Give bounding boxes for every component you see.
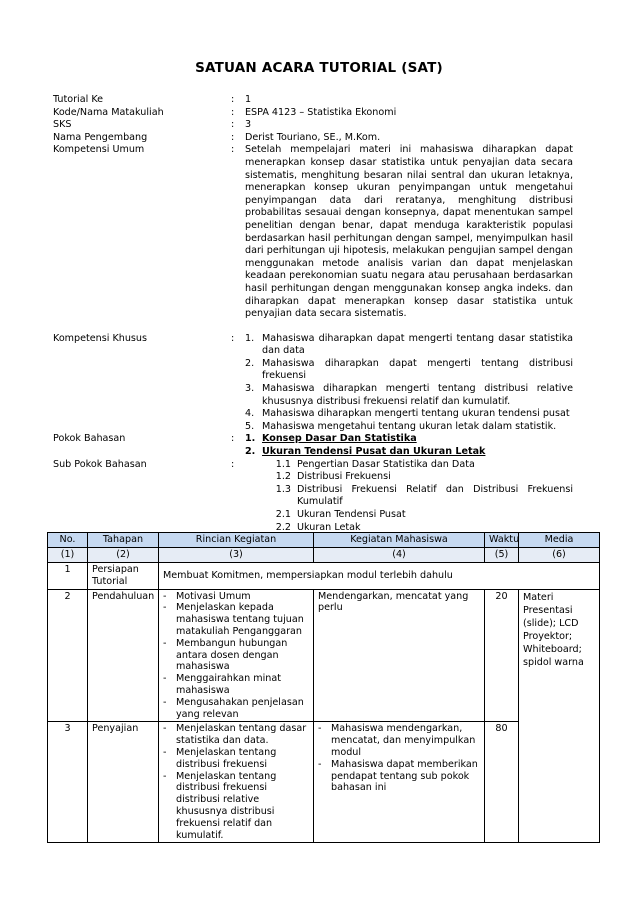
info-row-kompetensi-khusus: [53, 333, 573, 434]
colon: :: [231, 119, 235, 131]
info-row-pokok-bahasan: [53, 433, 573, 458]
header-tahapan: Tahapan: [88, 533, 159, 548]
label-kompetensi-umum: Kompetensi Umum: [53, 144, 145, 156]
colon: :: [231, 131, 235, 143]
list-item: 1. Mahasiswa diharapkan dapat mengerti tentang dasar statistika dan data: [245, 332, 573, 357]
column-number: (5): [485, 548, 519, 563]
header-no: No.: [48, 533, 88, 548]
column-number: (3): [159, 548, 314, 563]
cell-waktu: 80: [485, 722, 519, 843]
table-row: [48, 722, 600, 843]
colon: :: [231, 144, 235, 156]
list-item: 2.2 Ukuran Letak: [275, 521, 361, 533]
kompetensi-khusus-list: [245, 333, 573, 434]
colon: :: [231, 458, 235, 470]
column-number: (2): [88, 548, 159, 563]
cell-rincian: - Motivasi Umum - Menjelaskan kepada mahasiswa tentang tujuan matakuliah Penganggaran - Membangun hubungan antara dosen dengan mahasiswa - Menggairahkan minat mahasiswa - Mengusahakan penjelasan yang relevan: [159, 589, 314, 722]
header-kegiatan: Kegiatan Mahasiswa: [314, 533, 485, 548]
cell-kegiatan: Mendengarkan, mencatat yang perlu: [314, 589, 485, 722]
label-kode: Kode/Nama Matakuliah: [53, 106, 164, 118]
label-tutorial-ke: Tutorial Ke: [53, 94, 104, 105]
colon: :: [231, 94, 235, 105]
value-kompetensi-umum: Setelah mempelajari materi ini mahasiswa diharapkan dapat menerapkan konsep dasar statistika untuk penyajian data secara sistematis, menghitung besaran nilai sentral dan ukuran letaknya, menerapkan konsep ukuran penyimpangan untuk mengetahui penyimpangan data dari reratanya, menghitung distribusi probabilitas sesauai dengan konsepnya, dapat menentukan sampel penelitian dengan benar, dapat menduga karakteristik populasi berdasarkan hasil perhitungan dengan sampel, menyimpulkan hasil dari perhitungan uji hipotesis, melakukan pengujian sampel dengan menggunakan metode analisis varian dan dapat menjelaskan keadaan perekonomian suatu negara atau perusahaan berdasarkan hasil perhitungan dengan menggunakan konsep angka indeks. dan diharapkan dapat menerapkan konsep dasar statistika untuk penyajian data secara sistematis.: [245, 144, 573, 320]
column-number: (6): [519, 548, 600, 563]
table-row: [48, 589, 600, 722]
list-item: 3. Mahasiswa diharapkan mengerti tentang distribusi relative khususnya distribusi frekuensi relatif dan kumulatif.: [245, 383, 573, 407]
table-number-row: [48, 548, 600, 563]
info-row-sks: [53, 119, 573, 132]
table-header-row: [48, 533, 600, 548]
column-number: (1): [48, 548, 88, 563]
list-item: 2. Ukuran Tendensi Pusat dan Ukuran Letak: [245, 446, 486, 458]
header-waktu: Waktu: [485, 533, 519, 548]
cell-no: 1: [48, 563, 88, 590]
colon: :: [231, 433, 235, 445]
value-pengembang: Derist Touriano, SE., M.Kom.: [245, 131, 381, 143]
cell-tahapan: Pendahuluan: [88, 589, 159, 722]
cell-rincian: - Menjelaskan tentang dasar statistika dan data. - Menjelaskan tentang distribusi frekuensi - Menjelaskan tentang distribusi frekuensi distribusi relative khususnya distribusi frekuensi relatif dan kumulatif.: [159, 722, 314, 843]
cell-tahapan: Persiapan Tutorial: [88, 563, 159, 590]
list-item: 1. Konsep Dasar Dan Statistika: [245, 433, 417, 445]
list-item: 1.3 Distribusi Frekuensi Relatif dan Distribusi Frekuensi Kumulatif: [275, 483, 573, 508]
info-row-tutorial: [53, 94, 573, 107]
info-row-kompetensi-umum: [53, 144, 573, 320]
list-item: 4. Mahasiswa diharapkan mengerti tentang ukuran tendensi pusat: [245, 408, 570, 420]
label-pengembang: Nama Pengembang: [53, 131, 148, 143]
header-media: Media: [519, 533, 600, 548]
label-pokok-bahasan: Pokok Bahasan: [53, 433, 126, 445]
cell-rincian: Membuat Komitmen, mempersiapkan modul terlebih dahulu: [159, 563, 600, 590]
table-row: [48, 563, 600, 590]
list-item: 1.1 Pengertian Dasar Statistika dan Data: [275, 458, 475, 470]
value-tutorial-ke: 1: [245, 94, 252, 105]
label-kompetensi-khusus: Kompetensi Khusus: [53, 332, 148, 344]
colon: :: [231, 106, 235, 118]
info-row-sub-pokok-bahasan: [53, 459, 573, 535]
list-item: 5. Mahasiswa mengetahui tentang ukuran letak dalam statistik.: [245, 420, 557, 432]
value-sks: 3: [245, 119, 252, 131]
label-sub-pokok-bahasan: Sub Pokok Bahasan: [53, 458, 147, 470]
cell-no: 2: [48, 589, 88, 722]
cell-waktu: 20: [485, 589, 519, 722]
info-row-pengembang: [53, 132, 573, 145]
label-sks: SKS: [53, 119, 72, 131]
cell-no: 3: [48, 722, 88, 843]
column-number: (4): [314, 548, 485, 563]
header-rincian: Rincian Kegiatan: [159, 533, 314, 548]
list-item: 1.2 Distribusi Frekuensi: [275, 471, 391, 483]
value-kode: ESPA 4123 – Statistika Ekonomi: [245, 106, 397, 118]
cell-kegiatan: - Mahasiswa mendengarkan, mencatat, dan menyimpulkan modul - Mahasiswa dapat memberikan pendapat tentang sub pokok bahasan ini: [314, 722, 485, 843]
colon: :: [231, 332, 235, 344]
document-title: SATUAN ACARA TUTORIAL (SAT): [195, 60, 443, 76]
sub-pokok-bahasan-list: [245, 459, 573, 535]
list-item: 2. Mahasiswa diharapkan dapat mengerti tentang distribusi frekuensi: [245, 357, 573, 382]
info-row-kode: [53, 107, 573, 120]
info-section: [53, 94, 573, 534]
pokok-bahasan-list: [245, 433, 573, 458]
list-item: 2.1 Ukuran Tendensi Pusat: [275, 509, 406, 520]
cell-tahapan: Penyajian: [88, 722, 159, 843]
cell-media: Materi Presentasi (slide); LCD Proyektor; Whiteboard; spidol warna: [519, 589, 600, 843]
sat-table: [47, 532, 600, 843]
